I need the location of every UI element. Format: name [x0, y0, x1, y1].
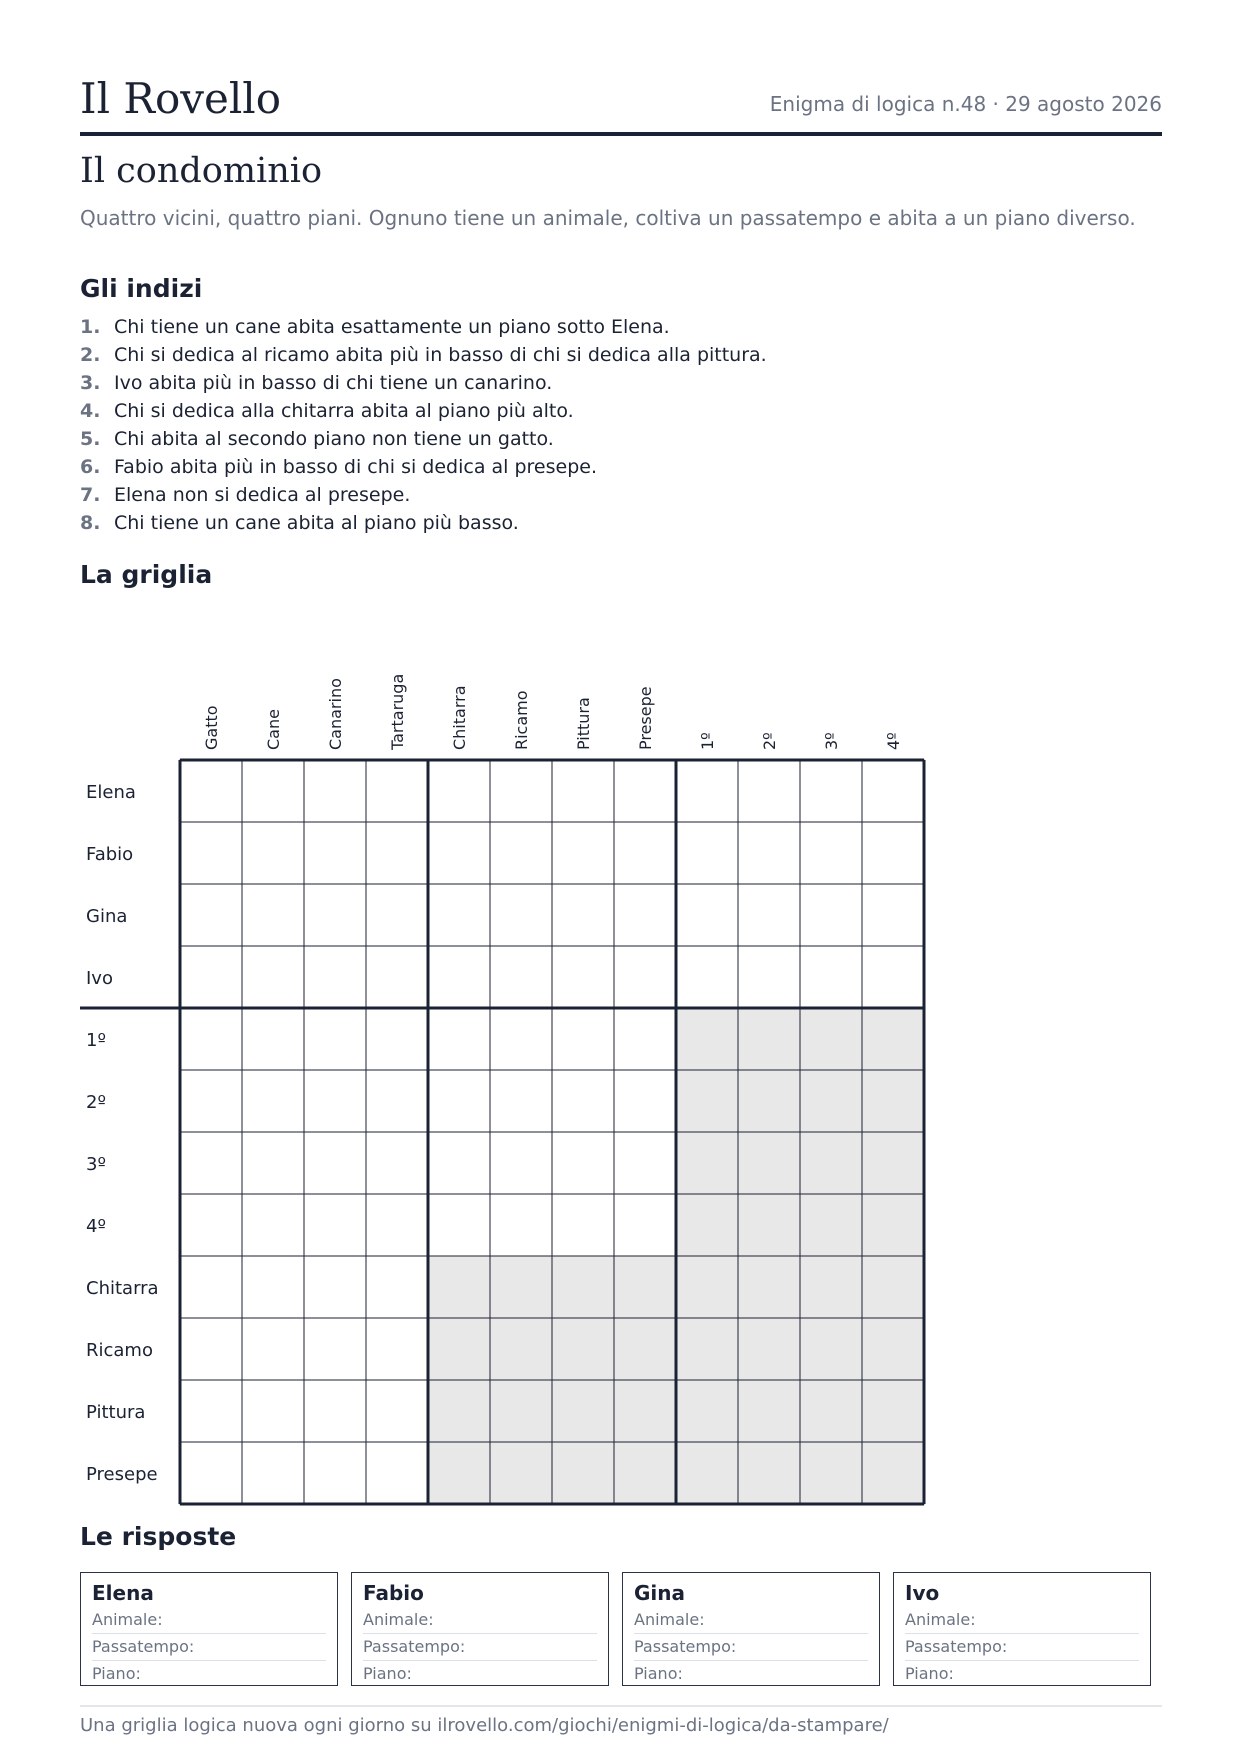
masthead: [80, 70, 1162, 136]
grid-cell: [180, 760, 242, 822]
column-label: Gatto: [202, 705, 221, 750]
answer-floor-field[interactable]: Piano:: [363, 1664, 412, 1683]
grid-cell: [428, 1194, 490, 1256]
grid-cell: [800, 822, 862, 884]
row-label: 1º: [86, 1030, 106, 1051]
grid-cell: [304, 1008, 366, 1070]
row-label: Ivo: [86, 968, 113, 989]
grid-cell-blocked: [862, 1256, 924, 1318]
grid-cell: [490, 946, 552, 1008]
row-label: Elena: [86, 782, 136, 803]
grid-cell: [428, 822, 490, 884]
grid-cell: [304, 822, 366, 884]
answers-row: [80, 1572, 1162, 1686]
grid-cell: [180, 1070, 242, 1132]
grid-cell: [428, 884, 490, 946]
row-label: Gina: [86, 906, 128, 927]
grid-cell-blocked: [614, 1442, 676, 1504]
clue-text: Chi tiene un cane abita esattamente un piano sotto Elena.: [114, 316, 670, 338]
grid-cell: [304, 884, 366, 946]
grid-cell: [614, 1132, 676, 1194]
clue-text: Elena non si dedica al presepe.: [114, 484, 411, 506]
grid-cell-blocked: [738, 1194, 800, 1256]
grid-cell: [428, 946, 490, 1008]
clue-number: 2.: [80, 344, 101, 366]
grid-cell: [242, 1194, 304, 1256]
grid-cell: [490, 822, 552, 884]
answer-floor-field[interactable]: Piano:: [634, 1664, 683, 1683]
answer-card-ivo: [893, 1572, 1151, 1686]
clue-item: [80, 341, 767, 369]
grid-cell-blocked: [800, 1194, 862, 1256]
clue-text: Chi tiene un cane abita al piano più basso.: [114, 512, 519, 534]
answer-animal-field[interactable]: Animale:: [92, 1607, 326, 1634]
grid-cell: [304, 1070, 366, 1132]
grid-cell: [552, 760, 614, 822]
grid-cell: [366, 1256, 428, 1318]
grid-cell: [862, 884, 924, 946]
answers-heading: Le risposte: [80, 1522, 237, 1551]
row-label: 4º: [86, 1216, 106, 1237]
clue-text: Chi abita al secondo piano non tiene un gatto.: [114, 428, 554, 450]
grid-cell-blocked: [800, 1070, 862, 1132]
grid-cell-blocked: [552, 1380, 614, 1442]
grid-cell: [242, 1070, 304, 1132]
answer-hobby-field[interactable]: Passatempo:: [634, 1634, 868, 1661]
grid-cell: [738, 822, 800, 884]
grid-cell: [242, 1318, 304, 1380]
issue-meta: Enigma di logica n.48 · 29 agosto 2026: [769, 92, 1162, 116]
grid-cell-blocked: [738, 1132, 800, 1194]
row-label: Presepe: [86, 1464, 158, 1485]
grid-cell: [180, 946, 242, 1008]
grid-cell: [242, 884, 304, 946]
grid-cell-blocked: [428, 1442, 490, 1504]
grid-cell-blocked: [676, 1194, 738, 1256]
answer-floor-field[interactable]: Piano:: [92, 1664, 141, 1683]
footer: Una griglia logica nuova ogni giorno su ilrovello.com/giochi/enigmi-di-logica/da-stampare/: [80, 1705, 1162, 1736]
grid-cell-blocked: [862, 1070, 924, 1132]
clue-item: [80, 425, 767, 453]
answer-name: Elena: [92, 1581, 154, 1605]
grid-cell-blocked: [800, 1256, 862, 1318]
clue-text: Ivo abita più in basso di chi tiene un canarino.: [114, 372, 553, 394]
grid-cell: [242, 1380, 304, 1442]
grid-cell-blocked: [800, 1132, 862, 1194]
grid-cell: [180, 1008, 242, 1070]
grid-cell: [180, 1132, 242, 1194]
grid-cell-blocked: [738, 1442, 800, 1504]
grid-cell: [676, 884, 738, 946]
grid-cell-blocked: [738, 1070, 800, 1132]
grid-cell: [738, 884, 800, 946]
grid-cell-blocked: [676, 1380, 738, 1442]
grid-cell: [490, 1194, 552, 1256]
grid-cell: [242, 946, 304, 1008]
grid-cell: [180, 1380, 242, 1442]
grid-cell: [614, 822, 676, 884]
grid-cell: [180, 1256, 242, 1318]
grid-cell: [490, 760, 552, 822]
grid-cell: [366, 1442, 428, 1504]
row-label: Fabio: [86, 844, 134, 865]
column-label: 3º: [822, 732, 841, 750]
grid-cell-blocked: [490, 1442, 552, 1504]
grid-cell: [614, 1008, 676, 1070]
answer-hobby-field[interactable]: Passatempo:: [905, 1634, 1139, 1661]
grid-cell: [738, 946, 800, 1008]
grid-cell: [490, 1008, 552, 1070]
clue-item: [80, 369, 767, 397]
row-label: 2º: [86, 1092, 106, 1113]
grid-cell: [242, 760, 304, 822]
grid-cell-blocked: [800, 1318, 862, 1380]
grid-cell-blocked: [738, 1256, 800, 1318]
clues-heading: Gli indizi: [80, 274, 203, 303]
clue-number: 3.: [80, 372, 101, 394]
grid-cell-blocked: [490, 1380, 552, 1442]
grid-cell-blocked: [800, 1008, 862, 1070]
column-label: 4º: [884, 732, 903, 750]
grid-cell: [614, 760, 676, 822]
grid-heading: La griglia: [80, 560, 213, 589]
grid-cell-blocked: [676, 1442, 738, 1504]
grid-cell-blocked: [862, 1132, 924, 1194]
grid-cell-blocked: [552, 1442, 614, 1504]
grid-cell: [676, 760, 738, 822]
grid-cell-blocked: [676, 1318, 738, 1380]
grid-cell: [490, 1070, 552, 1132]
grid-cell: [862, 946, 924, 1008]
column-label: Chitarra: [450, 685, 469, 750]
answer-name: Ivo: [905, 1581, 940, 1605]
grid-cell-blocked: [614, 1318, 676, 1380]
grid-cell: [614, 1194, 676, 1256]
clue-number: 4.: [80, 400, 101, 422]
grid-cell: [862, 822, 924, 884]
grid-cell: [304, 1318, 366, 1380]
grid-cell: [242, 1008, 304, 1070]
grid-cell: [800, 760, 862, 822]
column-label: 1º: [698, 732, 717, 750]
clue-text: Fabio abita più in basso di chi si dedica al presepe.: [114, 456, 597, 478]
grid-cell-blocked: [428, 1256, 490, 1318]
grid-cell-blocked: [428, 1318, 490, 1380]
grid-cell: [366, 946, 428, 1008]
grid-cell: [366, 1318, 428, 1380]
grid-cell: [366, 1008, 428, 1070]
puzzle-intro: Quattro vicini, quattro piani. Ognuno tiene un animale, coltiva un passatempo e abita a un piano diverso.: [80, 206, 1136, 230]
answer-card-gina: [622, 1572, 880, 1686]
grid-cell: [552, 1008, 614, 1070]
grid-cell: [800, 884, 862, 946]
grid-cell: [552, 884, 614, 946]
grid-cell: [428, 1070, 490, 1132]
grid-cell-blocked: [552, 1256, 614, 1318]
column-label: Pittura: [574, 697, 593, 750]
grid-cell: [676, 946, 738, 1008]
row-label: 3º: [86, 1154, 106, 1175]
grid-cell: [180, 822, 242, 884]
column-label: Canarino: [326, 678, 345, 750]
grid-cell-blocked: [614, 1256, 676, 1318]
answer-animal-field[interactable]: Animale:: [634, 1607, 868, 1634]
grid-cell-blocked: [800, 1380, 862, 1442]
grid-cell: [738, 760, 800, 822]
grid-cell: [180, 884, 242, 946]
grid-cell-blocked: [676, 1256, 738, 1318]
grid-cell-blocked: [862, 1318, 924, 1380]
clue-item: [80, 453, 767, 481]
answer-name: Fabio: [363, 1581, 424, 1605]
clues-list: [80, 313, 767, 537]
answer-animal-field[interactable]: Animale:: [905, 1607, 1139, 1634]
puzzle-title: Il condominio: [80, 151, 323, 191]
clue-item: [80, 481, 767, 509]
grid-cell-blocked: [862, 1380, 924, 1442]
answer-floor-field[interactable]: Piano:: [905, 1664, 954, 1683]
grid-cell: [552, 1132, 614, 1194]
grid-cell: [242, 1442, 304, 1504]
grid-cell: [428, 1008, 490, 1070]
grid-cell-blocked: [614, 1380, 676, 1442]
grid-cell: [614, 1070, 676, 1132]
answer-hobby-field[interactable]: Passatempo:: [92, 1634, 326, 1661]
grid-cell: [242, 822, 304, 884]
grid-cell: [366, 1132, 428, 1194]
grid-cell: [180, 1194, 242, 1256]
answer-animal-field[interactable]: Animale:: [363, 1607, 597, 1634]
grid-cell: [304, 1442, 366, 1504]
grid-cell: [242, 1132, 304, 1194]
grid-cell: [304, 1194, 366, 1256]
grid-cell: [180, 1318, 242, 1380]
grid-cell: [304, 1256, 366, 1318]
clue-item: [80, 313, 767, 341]
grid-cell: [490, 1132, 552, 1194]
grid-cell-blocked: [552, 1318, 614, 1380]
grid-cell: [366, 760, 428, 822]
grid-cell: [428, 1132, 490, 1194]
column-label: Tartaruga: [388, 673, 407, 750]
grid-cell-blocked: [676, 1008, 738, 1070]
grid-cell-blocked: [800, 1442, 862, 1504]
grid-cell: [180, 1442, 242, 1504]
grid-cell: [490, 884, 552, 946]
clue-number: 7.: [80, 484, 101, 506]
clue-number: 5.: [80, 428, 101, 450]
clue-number: 6.: [80, 456, 101, 478]
clue-item: [80, 397, 767, 425]
answer-card-fabio: [351, 1572, 609, 1686]
grid-cell-blocked: [862, 1442, 924, 1504]
grid-cell: [366, 1380, 428, 1442]
brand-title: Il Rovello: [80, 74, 282, 123]
grid-cell-blocked: [862, 1194, 924, 1256]
answer-card-elena: [80, 1572, 338, 1686]
grid-cell: [366, 884, 428, 946]
grid-cell: [366, 1194, 428, 1256]
grid-cell: [552, 822, 614, 884]
grid-cell: [800, 946, 862, 1008]
grid-cell-blocked: [490, 1256, 552, 1318]
grid-cell-blocked: [490, 1318, 552, 1380]
grid-cell: [552, 1194, 614, 1256]
grid-cell: [366, 1070, 428, 1132]
grid-cell: [676, 822, 738, 884]
logic-grid: [80, 640, 940, 1520]
grid-cell: [304, 1132, 366, 1194]
row-label: Pittura: [86, 1402, 146, 1423]
clue-text: Chi si dedica al ricamo abita più in basso di chi si dedica alla pittura.: [114, 344, 767, 366]
grid-cell: [304, 946, 366, 1008]
grid-cell-blocked: [862, 1008, 924, 1070]
grid-cell: [552, 1070, 614, 1132]
clue-number: 1.: [80, 316, 101, 338]
column-label: Cane: [264, 709, 283, 750]
grid-cell: [552, 946, 614, 1008]
column-label: 2º: [760, 732, 779, 750]
grid-cell-blocked: [738, 1380, 800, 1442]
grid-cell: [428, 760, 490, 822]
row-label: Chitarra: [86, 1278, 159, 1299]
grid-cell: [304, 1380, 366, 1442]
grid-cell: [614, 946, 676, 1008]
answer-name: Gina: [634, 1581, 686, 1605]
grid-cell-blocked: [676, 1132, 738, 1194]
grid-cell: [242, 1256, 304, 1318]
clue-text: Chi si dedica alla chitarra abita al piano più alto.: [114, 400, 574, 422]
grid-cell-blocked: [676, 1070, 738, 1132]
grid-cell: [304, 760, 366, 822]
row-label: Ricamo: [86, 1340, 153, 1361]
column-label: Ricamo: [512, 690, 531, 750]
grid-cell: [862, 760, 924, 822]
clue-number: 8.: [80, 512, 101, 534]
grid-cell: [366, 822, 428, 884]
grid-cell-blocked: [738, 1008, 800, 1070]
column-label: Presepe: [636, 686, 655, 750]
clue-item: [80, 509, 767, 537]
grid-cell-blocked: [428, 1380, 490, 1442]
grid-cell: [614, 884, 676, 946]
grid-cell-blocked: [738, 1318, 800, 1380]
answer-hobby-field[interactable]: Passatempo:: [363, 1634, 597, 1661]
